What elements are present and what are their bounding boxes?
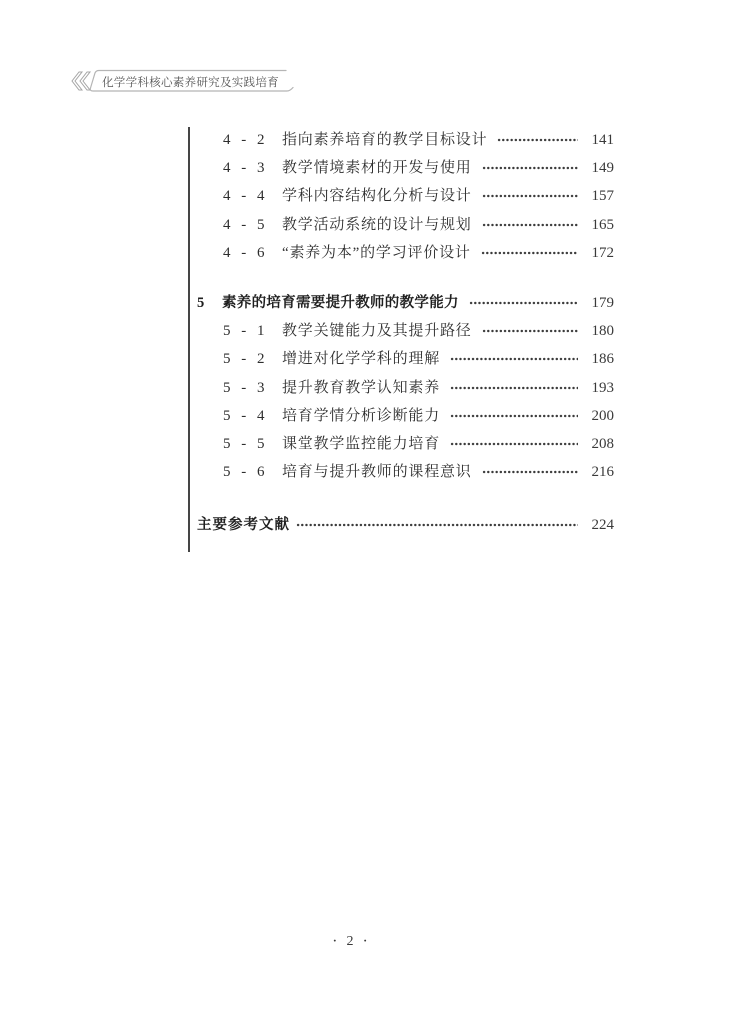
- entry-number-label: 4 - 2: [223, 132, 268, 148]
- toc-entry: [197, 374, 614, 402]
- entry-number-label: 5 - 4: [223, 407, 268, 424]
- entry-number-label: 5 - 6: [223, 464, 268, 481]
- dot-leader: [481, 246, 578, 260]
- toc-entry: [197, 182, 614, 210]
- entry-title: 课堂教学监控能力培育: [282, 435, 441, 452]
- toc-references-entry: [197, 511, 614, 539]
- dot-leader: [450, 381, 578, 395]
- entry-title: 提升教育教学认知素养: [282, 379, 441, 396]
- dot-leader: [482, 218, 578, 232]
- footer-dot-left: ·: [332, 933, 338, 950]
- entry-title: 培育与提升教师的课程意识: [282, 464, 472, 481]
- dot-leader: [497, 133, 578, 147]
- entry-number-label: 5 - 2: [223, 351, 268, 368]
- toc-entry: [197, 126, 614, 154]
- dot-leader: [450, 352, 578, 366]
- entry-page-number: 193: [591, 379, 614, 396]
- toc-list: [197, 126, 614, 539]
- entry-title: “素养为本”的学习评价设计: [282, 244, 471, 261]
- footer-dot-right: ·: [362, 933, 368, 950]
- entry-page-number: 157: [591, 188, 614, 205]
- entry-title: 教学关键能力及其提升路径: [282, 323, 472, 340]
- entry-page-number: 165: [591, 216, 614, 233]
- entry-title: 增进对化学学科的理解: [282, 351, 441, 368]
- dot-leader: [482, 189, 578, 203]
- toc-entry: [197, 345, 614, 373]
- toc-chapter-entry: [197, 289, 614, 317]
- entry-page-number: 172: [591, 244, 614, 261]
- entry-title: 学科内容结构化分析与设计: [282, 188, 472, 205]
- entry-title: 培育学情分析诊断能力: [282, 407, 441, 424]
- dot-leader: [450, 437, 578, 451]
- dot-leader: [450, 409, 578, 423]
- gutter-rule: [188, 127, 190, 552]
- entry-number-label: 4 - 5: [223, 216, 268, 233]
- entry-number-label: 4 - 4: [223, 188, 268, 205]
- entry-number-label: 5 - 1: [223, 323, 268, 340]
- entry-page-number: 149: [591, 160, 614, 177]
- entry-title: 指向素养培育的教学目标设计: [282, 132, 488, 148]
- dot-leader: [482, 161, 578, 175]
- dot-leader: [296, 518, 578, 532]
- toc-entry: [197, 154, 614, 182]
- toc-entry: [197, 211, 614, 239]
- entry-title: 主要参考文献: [197, 517, 290, 534]
- entry-title: 教学情境素材的开发与使用: [282, 160, 472, 177]
- entry-page-number: 200: [591, 407, 614, 424]
- dot-leader: [469, 296, 578, 310]
- entry-page-number: 141: [591, 132, 614, 148]
- dot-leader: [482, 324, 578, 338]
- entry-number-label: 5 - 5: [223, 435, 268, 452]
- toc-entry: [197, 317, 614, 345]
- entry-page-number: 180: [591, 323, 614, 340]
- toc-entry: [197, 458, 614, 486]
- entry-title: 素养的培育需要提升教师的教学能力: [222, 294, 459, 311]
- entry-number-label: 5 - 3: [223, 379, 268, 396]
- toc-entry: [197, 430, 614, 458]
- entry-page-number: 224: [591, 517, 614, 534]
- entry-page-number: 208: [591, 435, 614, 452]
- entry-number-label: 4 - 6: [223, 244, 268, 261]
- entry-page-number: 216: [591, 464, 614, 481]
- entry-number-label: 4 - 3: [223, 160, 268, 177]
- footer-page-number: 2: [346, 934, 354, 949]
- toc-entry: [197, 239, 614, 267]
- toc-entry: [197, 402, 614, 430]
- entry-page-number: 186: [591, 351, 614, 368]
- page-footer: [332, 934, 368, 950]
- running-header: [68, 55, 313, 101]
- entry-page-number: 179: [591, 294, 614, 311]
- entry-number-label: 5: [197, 294, 205, 311]
- entry-title: 教学活动系统的设计与规划: [282, 216, 472, 233]
- dot-leader: [482, 465, 578, 479]
- double-chevron-icon: [72, 72, 90, 90]
- book-title: 化学学科核心素养研究及实践培育: [102, 76, 279, 89]
